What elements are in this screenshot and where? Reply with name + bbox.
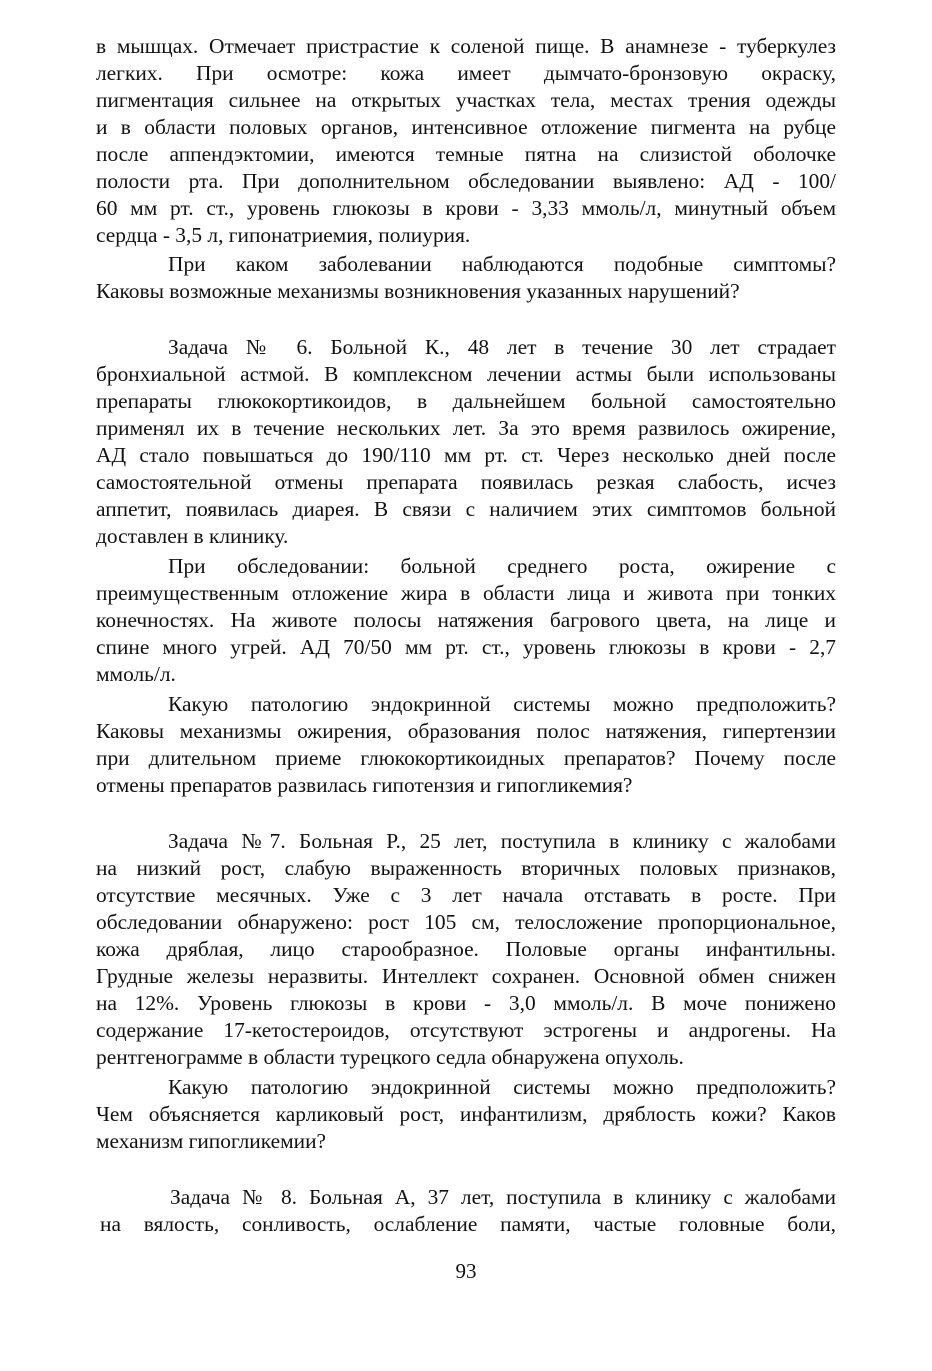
text-line: содержание 17-кетостероидов, отсутствуют эстрогены и андрогены. На bbox=[96, 1018, 836, 1042]
text-line: обследовании обнаружено: рост 105 см, телосложение пропорциональное, bbox=[96, 910, 836, 934]
page-number: 93 bbox=[455, 1259, 477, 1283]
text-line: Какую патологию эндокринной системы можно предположить? bbox=[168, 692, 836, 716]
text-line: применял их в течение нескольких лет. За это время развилось ожирение, bbox=[96, 416, 836, 440]
text-line: пигментация сильнее на открытых участках тела, местах трения одежды bbox=[96, 88, 836, 112]
text-line: при длительном приеме глюкокортикоидных препаратов? Почему после bbox=[96, 746, 836, 770]
text-line: рентгенограмме в области турецкого седла обнаружена опухоль. bbox=[96, 1045, 684, 1069]
task-heading-line: Задача № 6. Больной К., 48 лет в течение 30 лет страдает bbox=[168, 335, 836, 359]
text-line: преимущественным отложение жира в области лица и живота при тонких bbox=[96, 581, 836, 605]
text-line: после аппендэктомии, имеются темные пятна на слизистой оболочке bbox=[96, 142, 836, 166]
text-line: аппетит, появилась диарея. В связи с наличием этих симптомов больной bbox=[96, 497, 836, 521]
text-line: самостоятельной отмены препарата появилась резкая слабость, исчез bbox=[96, 470, 836, 494]
task-heading-line: Задача №7. Больная Р., 25 лет, поступила в клинику с жалобами bbox=[168, 829, 836, 853]
text-line: ммоль/л. bbox=[96, 662, 176, 686]
text-line: Каковы механизмы ожирения, образования полос натяжения, гипертензии bbox=[96, 719, 836, 743]
text-line: конечностях. На животе полосы натяжения багрового цвета, на лице и bbox=[96, 608, 836, 632]
text-line: отсутствие месячных. Уже с 3 лет начала отставать в росте. При bbox=[96, 883, 836, 907]
text-line: спине много угрей. АД 70/50 мм рт. ст., уровень глюкозы в крови - 2,7 bbox=[96, 635, 836, 659]
text-line: При обследовании: больной среднего роста, ожирение с bbox=[168, 554, 836, 578]
text-line: При каком заболевании наблюдаются подобные симптомы? bbox=[168, 252, 836, 276]
text-line: АД стало повышаться до 190/110 мм рт. ст. Через несколько дней после bbox=[96, 443, 836, 467]
text-line: отмены препаратов развилась гипотензия и гипогликемия? bbox=[96, 773, 633, 797]
text-line: доставлен в клинику. bbox=[96, 524, 289, 548]
text-line: и в области половых органов, интенсивное отложение пигмента на рубце bbox=[96, 115, 836, 139]
text-line: препараты глюкокортикоидов, в дальнейшем больной самостоятельно bbox=[96, 389, 836, 413]
text-line: Грудные железы неразвиты. Интеллект сохранен. Основной обмен снижен bbox=[96, 964, 836, 988]
text-line: на 12%. Уровень глюкозы в крови - 3,0 ммоль/л. В моче понижено bbox=[96, 991, 836, 1015]
text-line: Какую патологию эндокринной системы можно предположить? bbox=[168, 1075, 836, 1099]
text-line: механизм гипогликемии? bbox=[96, 1129, 327, 1153]
text-line: на вялость, сонливость, ослабление памяти, частые головные боли, bbox=[100, 1212, 836, 1236]
text-line: на низкий рост, слабую выраженность вторичных половых признаков, bbox=[96, 856, 836, 880]
task-heading-line: Задача № 8. Больная А, 37 лет, поступила в клинику с жалобами bbox=[170, 1185, 836, 1209]
text-line: сердца - 3,5 л, гипонатриемия, полиурия. bbox=[96, 223, 471, 247]
text-line: полости рта. При дополнительном обследовании выявлено: АД - 100/ bbox=[96, 169, 836, 193]
text-line: в мышцах. Отмечает пристрастие к соленой пище. В анамнезе - туберкулез bbox=[96, 34, 836, 58]
text-line: 60 мм рт. ст., уровень глюкозы в крови - 3,33 ммоль/л, минутный объем bbox=[96, 196, 836, 220]
text-line: Каковы возможные механизмы возникновения указанных нарушений? bbox=[96, 279, 740, 303]
text-line: кожа дряблая, лицо старообразное. Половые органы инфантильны. bbox=[96, 937, 836, 961]
text-line: бронхиальной астмой. В комплексном лечении астмы были использованы bbox=[96, 362, 836, 386]
text-line: легких. При осмотре: кожа имеет дымчато-бронзовую окраску, bbox=[96, 61, 836, 85]
text-line: Чем объясняется карликовый рост, инфантилизм, дряблость кожи? Каков bbox=[96, 1102, 836, 1126]
